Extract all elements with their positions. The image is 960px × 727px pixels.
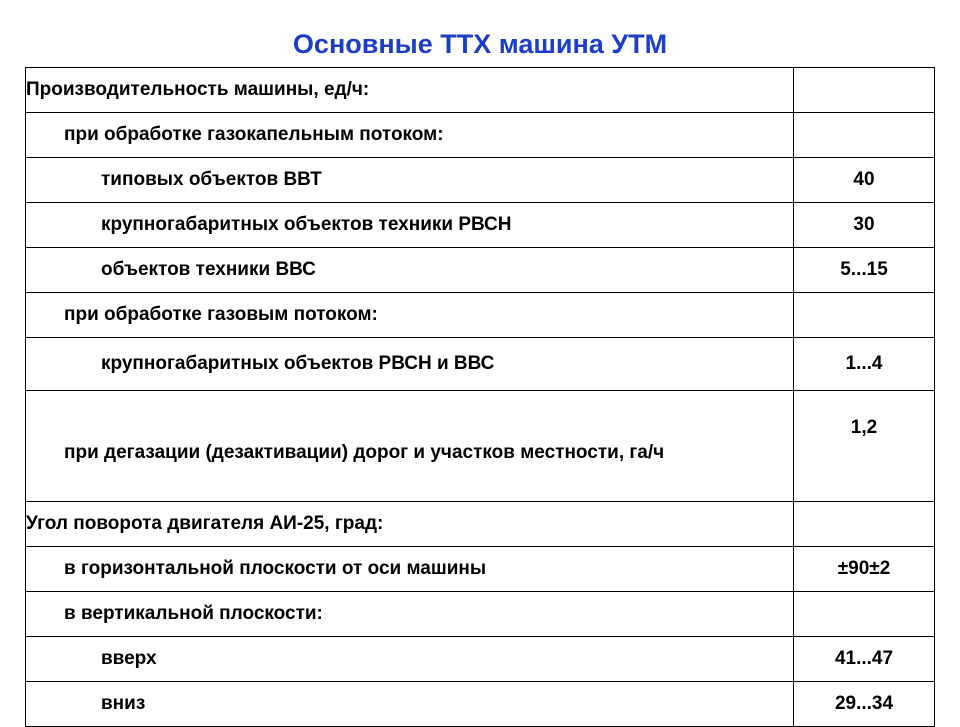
- row-value: [794, 502, 935, 547]
- row-label: Угол поворота двигателя АИ-25, град:: [26, 502, 794, 547]
- table-row: [26, 592, 935, 637]
- row-label: при обработке газокапельным потоком:: [26, 113, 794, 158]
- row-value: 40: [794, 158, 935, 203]
- table-row: [26, 248, 935, 293]
- row-value: 1...4: [794, 338, 935, 391]
- table-row: [26, 158, 935, 203]
- row-value: ±90±2: [794, 547, 935, 592]
- table-row: [26, 293, 935, 338]
- row-value: 29...34: [794, 682, 935, 727]
- row-label: объектов техники ВВС: [26, 248, 794, 293]
- row-value: 30: [794, 203, 935, 248]
- row-label: крупногабаритных объектов РВСН и ВВС: [26, 338, 794, 391]
- specs-table: [25, 67, 935, 727]
- table-row: [26, 203, 935, 248]
- table-row: [26, 637, 935, 682]
- row-value: [794, 592, 935, 637]
- row-label: в вертикальной плоскости:: [26, 592, 794, 637]
- row-value: 41...47: [794, 637, 935, 682]
- row-label: в горизонтальной плоскости от оси машины: [26, 547, 794, 592]
- table-row: [26, 547, 935, 592]
- row-value: 5...15: [794, 248, 935, 293]
- row-label: Производительность машины, ед/ч:: [26, 68, 794, 113]
- table-row: [26, 68, 935, 113]
- row-label: вверх: [26, 637, 794, 682]
- row-value: 1,2: [794, 391, 935, 502]
- row-value: [794, 113, 935, 158]
- table-row: [26, 113, 935, 158]
- table-row: [26, 391, 935, 502]
- table-row: [26, 338, 935, 391]
- table-row: [26, 502, 935, 547]
- page-title: Основные ТТХ машина УТМ: [292, 29, 668, 59]
- row-label: при дегазации (дезактивации) дорог и участков местности, га/ч: [26, 391, 794, 502]
- row-value: [794, 68, 935, 113]
- row-label: типовых объектов ВВТ: [26, 158, 794, 203]
- row-label: крупногабаритных объектов техники РВСН: [26, 203, 794, 248]
- row-label: вниз: [26, 682, 794, 727]
- row-value: [794, 293, 935, 338]
- row-label: при обработке газовым потоком:: [26, 293, 794, 338]
